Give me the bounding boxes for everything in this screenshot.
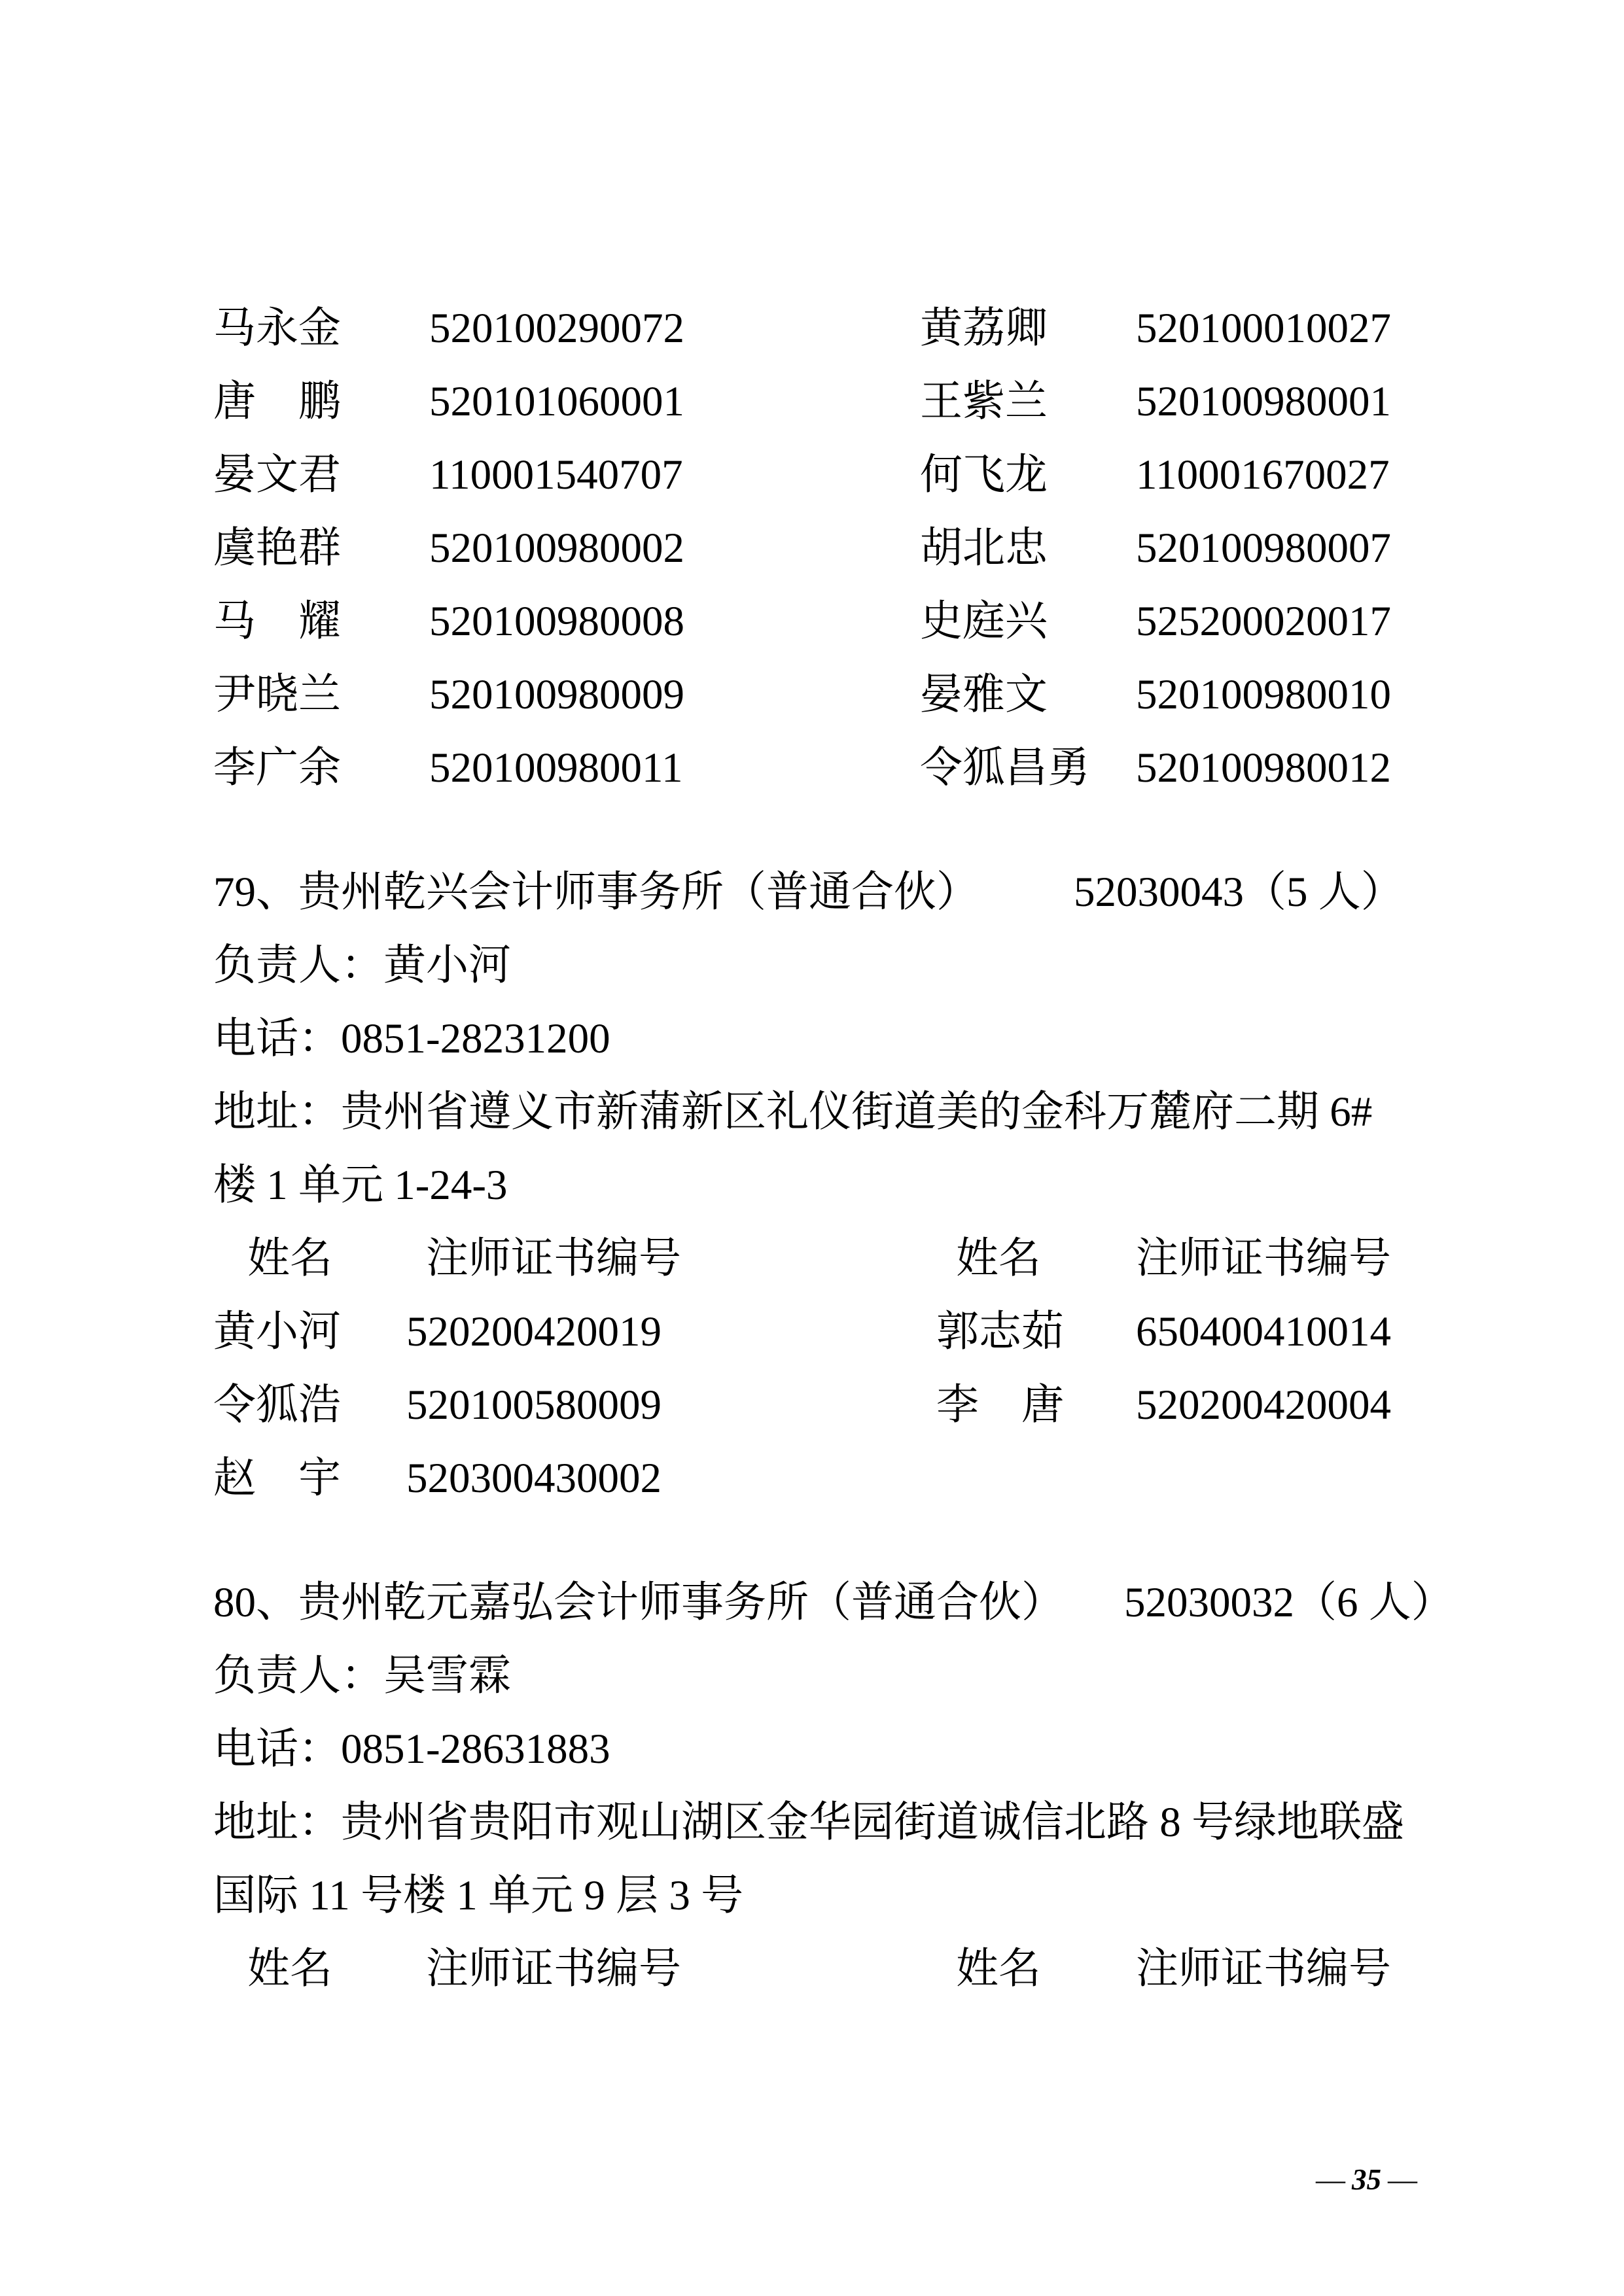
col-header-cert: 注师证书编号 <box>426 1235 682 1282</box>
page-content <box>213 292 1454 2006</box>
cpa-name <box>936 1442 1136 1515</box>
cpa-name: 晏文君 <box>213 451 342 498</box>
cpa-name: 尹晓兰 <box>213 671 342 718</box>
firm-reg-no: 52030032（6 人） <box>1124 1579 1454 1626</box>
phone-label: 电话： <box>213 1726 342 1773</box>
cpa-cert-number: 520100980007 <box>1136 525 1391 572</box>
manager-name: 黄小河 <box>383 942 512 989</box>
cpa-cert-number: 520100980001 <box>1136 378 1391 425</box>
cpa-cert-number: 520200420019 <box>406 1308 662 1355</box>
member-row <box>213 1295 1417 1368</box>
page-number-dash: — <box>1388 2163 1417 2196</box>
roster-row <box>213 438 1417 512</box>
cpa-cert-number: 525200020017 <box>1136 598 1391 645</box>
roster-row <box>213 658 1417 731</box>
cpa-name: 唐 鹏 <box>213 378 342 425</box>
page-number-dash: — <box>1316 2163 1345 2196</box>
firm-reg-no: 52030043（5 人） <box>1074 869 1403 916</box>
page-number-value: 35 <box>1352 2163 1381 2196</box>
firm-heading <box>213 856 1417 929</box>
cpa-name: 晏雅文 <box>920 671 1048 718</box>
cpa-name: 令狐浩 <box>213 1382 342 1429</box>
firm-phone-line <box>213 1713 1417 1786</box>
firm-manager-line <box>213 1639 1417 1713</box>
manager-label: 负责人： <box>213 1652 384 1699</box>
cpa-cert-number: 520100980012 <box>1136 744 1391 791</box>
col-header-cert: 注师证书编号 <box>1136 1945 1392 1992</box>
phone-number: 0851-28631883 <box>341 1726 610 1773</box>
member-table-header <box>213 1222 1417 1295</box>
manager-label: 负责人： <box>213 942 384 989</box>
roster-row <box>213 731 1417 805</box>
phone-number: 0851-28231200 <box>341 1015 610 1062</box>
address-text: 贵州省贵阳市观山湖区金华园街道诚信北路 8 号绿地联盛 <box>341 1799 1405 1846</box>
firm-address-line-2: 楼 1 单元 1-24-3 <box>213 1162 508 1209</box>
cpa-name: 赵 宇 <box>213 1455 342 1502</box>
member-row <box>213 1442 1417 1515</box>
firm-title: 79、贵州乾兴会计师事务所（普通合伙） <box>213 869 980 916</box>
firm-phone-line <box>213 1002 1417 1075</box>
phone-label: 电话： <box>213 1015 342 1062</box>
member-row <box>213 1368 1417 1442</box>
firm-address-line-1 <box>213 1786 1417 1859</box>
cpa-name: 令狐昌勇 <box>920 744 1091 791</box>
cpa-name: 胡北忠 <box>920 525 1048 572</box>
firm-address-line-2: 国际 11 号楼 1 单元 9 层 3 号 <box>213 1872 744 1919</box>
roster-row <box>213 585 1417 658</box>
cpa-cert-number: 520200420004 <box>1136 1382 1391 1429</box>
col-header-cert: 注师证书编号 <box>426 1945 682 1992</box>
cpa-cert-number: 110001670027 <box>1136 451 1390 498</box>
cpa-cert-number: 520101060001 <box>429 378 684 425</box>
cpa-name: 史庭兴 <box>920 598 1048 645</box>
cpa-name: 黄小河 <box>213 1308 342 1355</box>
cpa-cert-number: 520100980002 <box>429 525 684 572</box>
cpa-cert-number: 520100980010 <box>1136 671 1391 718</box>
address-label: 地址： <box>213 1088 342 1136</box>
firm-address-line-1 <box>213 1075 1417 1149</box>
cpa-name: 李 唐 <box>936 1382 1065 1429</box>
col-header-cert: 注师证书编号 <box>1136 1235 1392 1282</box>
address-label: 地址： <box>213 1799 342 1846</box>
page-number <box>1286 2121 1417 2238</box>
address-text: 贵州省遵义市新蒲新区礼仪街道美的金科万麓府二期 6# <box>341 1088 1373 1136</box>
firm-79-section <box>213 856 1417 1515</box>
cpa-cert-number: 520100980008 <box>429 598 684 645</box>
col-header-name: 姓名 <box>956 1945 1042 1992</box>
firm-manager-line <box>213 929 1417 1002</box>
cpa-cert-number: 110001540707 <box>429 451 683 498</box>
col-header-name: 姓名 <box>247 1235 333 1282</box>
cpa-name: 李广余 <box>213 744 342 791</box>
roster-row <box>213 365 1417 438</box>
firm-title: 80、贵州乾元嘉弘会计师事务所（普通合伙） <box>213 1579 1065 1626</box>
cpa-name: 郭志茹 <box>936 1308 1065 1355</box>
col-header-name: 姓名 <box>956 1235 1042 1282</box>
firm-80-section <box>213 1566 1454 2006</box>
cpa-cert-number: 520100980011 <box>429 744 683 791</box>
cpa-cert-number: 520100980009 <box>429 671 684 718</box>
cpa-cert-number: 520100290072 <box>429 305 684 352</box>
cpa-cert-number: 520100580009 <box>406 1382 662 1429</box>
cpa-name: 黄荔卿 <box>920 305 1048 352</box>
cpa-cert-number: 520300430002 <box>406 1455 662 1502</box>
cpa-name: 虞艳群 <box>213 525 342 572</box>
roster-row <box>213 512 1417 585</box>
cpa-cert-number: 650400410014 <box>1136 1308 1391 1355</box>
cpa-name: 何飞龙 <box>920 451 1048 498</box>
member-table-header <box>213 1932 1417 2006</box>
cpa-name: 王紫兰 <box>920 378 1048 425</box>
col-header-name: 姓名 <box>247 1945 333 1992</box>
firm-heading <box>213 1566 1454 1639</box>
manager-name: 吴雪霖 <box>383 1652 512 1699</box>
cpa-roster-continued <box>213 292 1417 805</box>
cpa-name: 马 耀 <box>213 598 342 645</box>
roster-row <box>213 292 1417 365</box>
cpa-cert-number: 520100010027 <box>1136 305 1391 352</box>
cpa-name: 马永金 <box>213 305 342 352</box>
cpa-cert-number <box>1136 1442 1417 1515</box>
